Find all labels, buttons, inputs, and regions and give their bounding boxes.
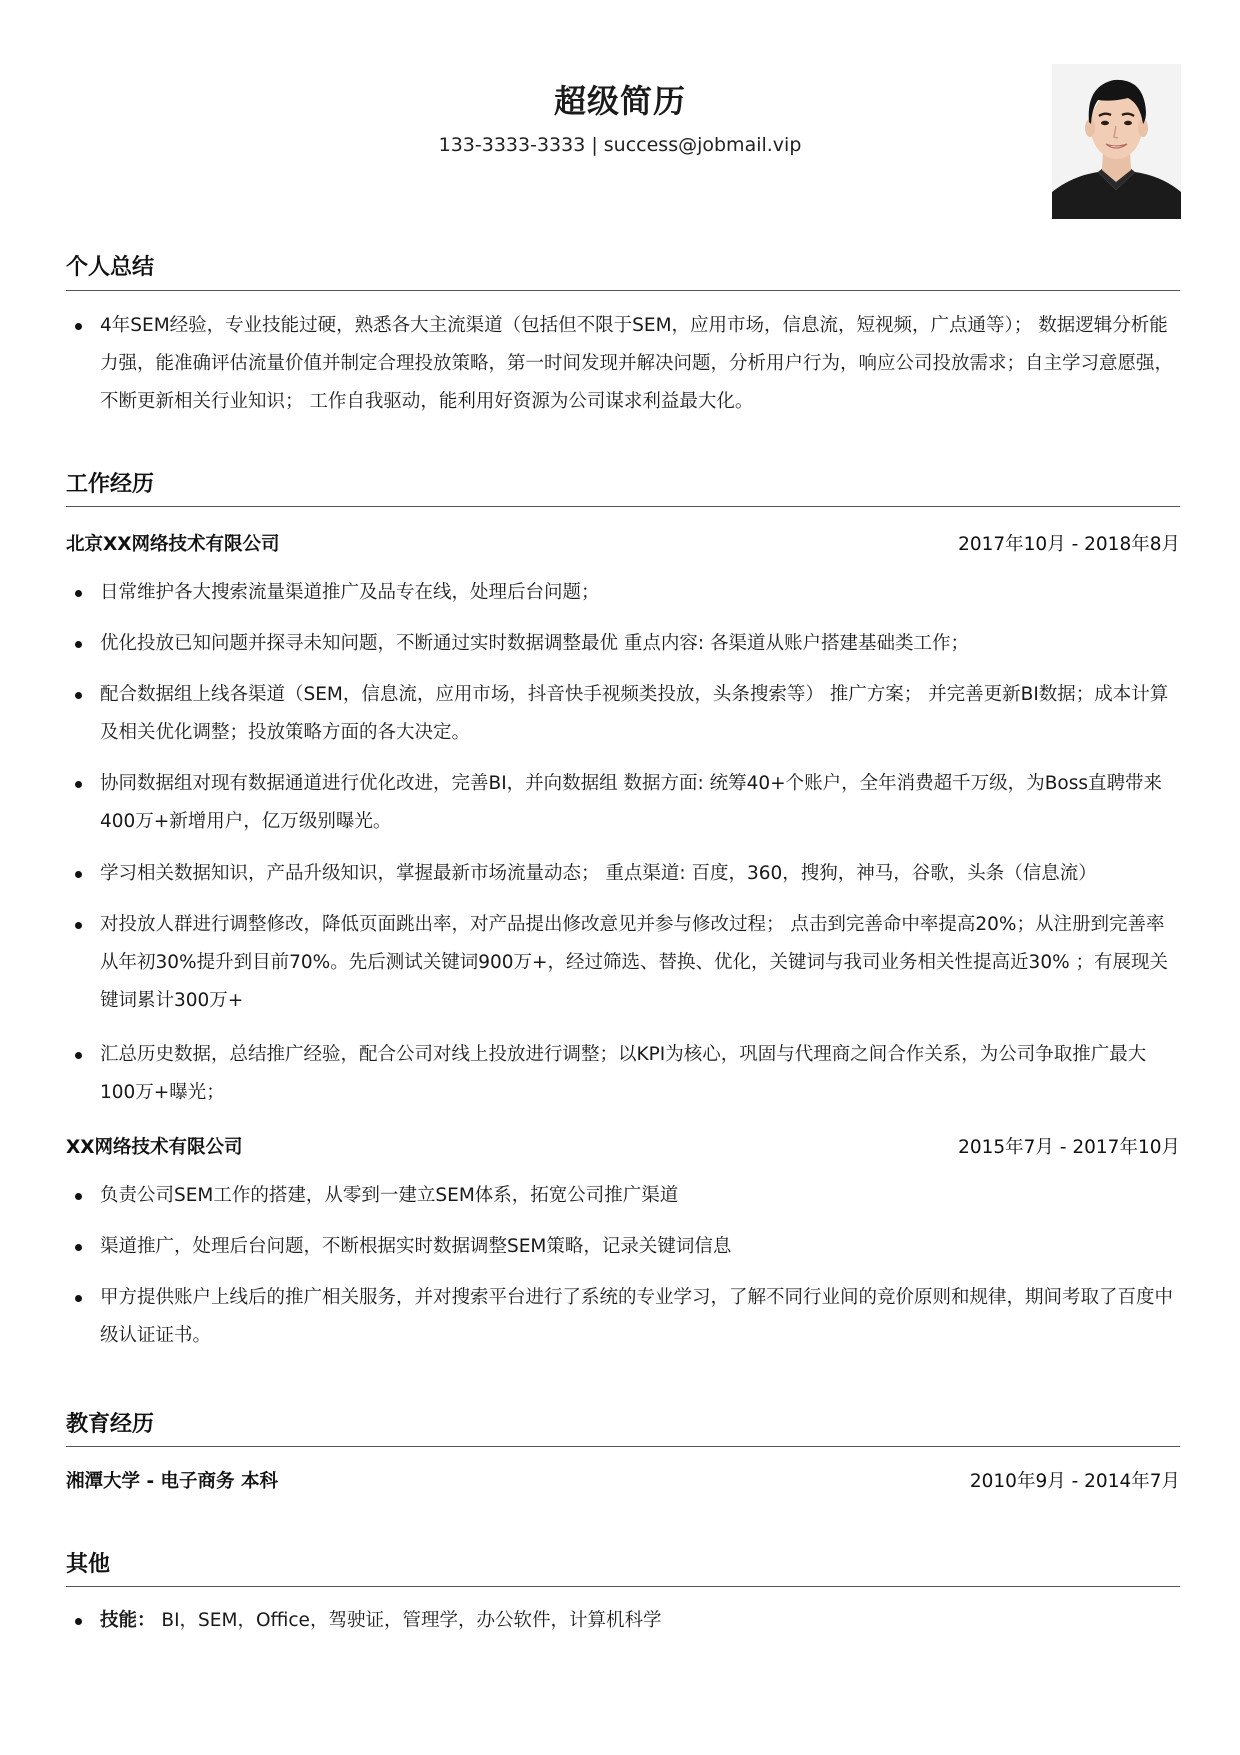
job-bullet: 负责公司SEM工作的搭建，从零到一建立SEM体系，拓宽公司推广渠道 xyxy=(100,1177,1180,1215)
job-bullet: 协同数据组对现有数据通道进行优化改进，完善BI，并向数据组 数据方面: 统筹40+个账户，全年消费超千万级，为Boss直聘带来400万+新增用户，亿万级别曝光。 xyxy=(100,765,1180,841)
section-divider xyxy=(66,290,1180,291)
job-bullet: 汇总历史数据，总结推广经验，配合公司对线上投放进行调整；以KPI为核心，巩固与代理商之间合作关系，为公司争取推广最大 100万+曝光； xyxy=(100,1036,1180,1112)
job-company: 北京XX网络技术有限公司 xyxy=(66,534,280,555)
job-bullet: 渠道推广，处理后台问题，不断根据实时数据调整SEM策略，记录关键词信息 xyxy=(100,1228,1180,1266)
section-divider xyxy=(66,1586,1180,1587)
job-bullet: 优化投放已知问题并探寻未知问题，不断通过实时数据调整最优 重点内容: 各渠道从账户搭建基础类工作； xyxy=(100,625,1180,663)
education-school: 湘潭大学 - 电子商务 本科 xyxy=(66,1471,279,1492)
section-divider xyxy=(66,506,1180,507)
job-company: XX网络技术有限公司 xyxy=(66,1137,243,1158)
job-bullet: 甲方提供账户上线后的推广相关服务，并对搜索平台进行了系统的专业学习，了解不同行业间的竞价原则和规律，期间考取了百度中级认证证书。 xyxy=(100,1279,1180,1355)
contact-info: 133-3333-3333 | success@jobmail.vip xyxy=(438,134,802,156)
profile-photo xyxy=(1052,64,1181,219)
job-date: 2015年7月 - 2017年10月 xyxy=(958,1137,1180,1158)
education-date: 2010年9月 - 2014年7月 xyxy=(969,1471,1180,1492)
section-title-summary: 个人总结 xyxy=(66,255,155,280)
job-bullet: 日常维护各大搜索流量渠道推广及品专在线，处理后台问题； xyxy=(100,574,1180,612)
resume-name: 超级简历 xyxy=(553,82,686,120)
job-bullet: 配合数据组上线各渠道（SEM，信息流，应用市场，抖音快手视频类投放，头条搜索等） 推广方案； 并完善更新BI数据；成本计算及相关优化调整；投放策略方面的各大决定。 xyxy=(100,676,1180,752)
section-title-other: 其他 xyxy=(66,1552,111,1577)
summary-text: 4年SEM经验，专业技能过硬，熟悉各大主流渠道（包括但不限于SEM，应用市场，信息流，短视频，广点通等）； 数据逻辑分析能力强，能准确评估流量价值并制定合理投放策略，第一时间发现并解决问题，分析用户行为，响应公司投放需求；自主学习意愿强，不断更新相关行业知识； 工作自我驱动，能利用好资源为公司谋求利益最大化。 xyxy=(100,307,1180,421)
section-title-education: 教育经历 xyxy=(66,1412,155,1437)
job-date: 2017年10月 - 2018年8月 xyxy=(958,534,1180,555)
profile-photo-illustration xyxy=(1052,64,1181,219)
skills-value: BI，SEM，Office，驾驶证，管理学，办公软件，计算机科学 xyxy=(155,1610,662,1631)
section-divider xyxy=(66,1446,1180,1447)
skills-label: 技能： xyxy=(100,1610,156,1631)
job-bullet: 学习相关数据知识，产品升级知识，掌握最新市场流量动态； 重点渠道: 百度，360，搜狗，神马，谷歌，头条（信息流） xyxy=(100,855,1180,893)
section-title-work: 工作经历 xyxy=(66,472,155,497)
skills-line xyxy=(100,1602,1180,1640)
job-bullet: 对投放人群进行调整修改，降低页面跳出率，对产品提出修改意见并参与修改过程； 点击到完善命中率提高20%；从注册到完善率从年初30%提升到目前70%。先后测试关键词900万+，经过筛选、替换、优化，关键词与我司业务相关性提高近30% ；有展现关键词累计300万+ xyxy=(100,906,1180,1020)
